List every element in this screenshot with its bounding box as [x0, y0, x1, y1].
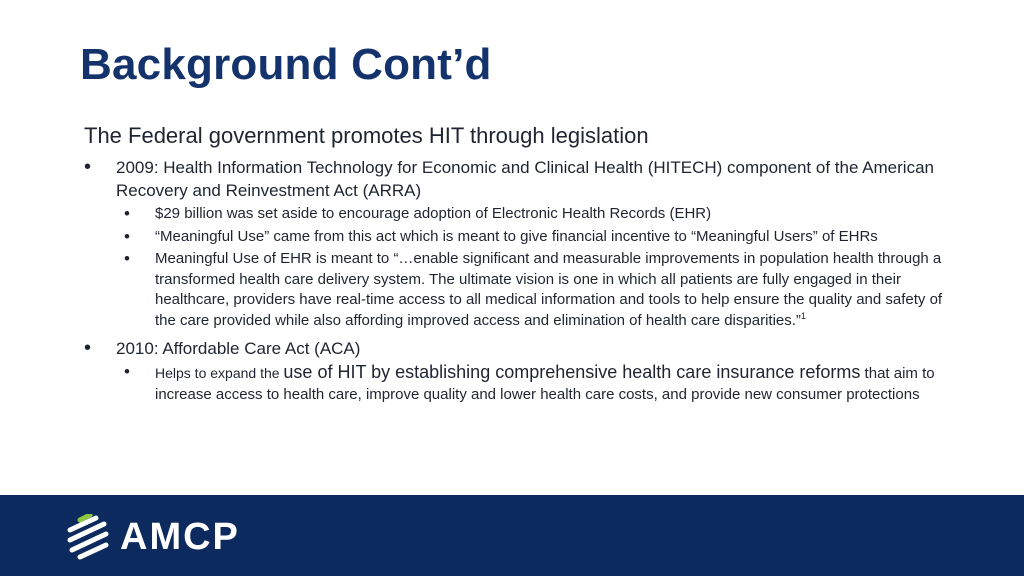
- sub-bullet-tail: that aim to increase access to health care, improve quality and lower health care costs, and provide new consumer protections: [155, 365, 935, 403]
- bullet-dot: •: [84, 156, 92, 178]
- sub-bullet-meaningful-use: [84, 227, 964, 248]
- amcp-logo-text: AMCP: [120, 516, 240, 558]
- slide-title: Background Cont’d: [80, 40, 492, 89]
- bullet-aca: [84, 337, 964, 360]
- slide-content: [84, 122, 964, 405]
- bullet-text: 2009: Health Information Technology for Economic and Clinical Health (HITECH) component of the American Recovery and Reinvestment Act (ARRA): [116, 158, 934, 200]
- sub-bullet-emphasis: use of HIT by establishing comprehensive health care insurance reforms: [283, 362, 861, 382]
- sub-bullet-text: $29 billion was set aside to encourage adoption of Electronic Health Records (EHR): [155, 205, 712, 222]
- amcp-logo-icon: [66, 514, 114, 560]
- sub-bullet-text: “Meaningful Use” came from this act which is meant to give financial incentive to “Meaningful Users” of EHRs: [155, 227, 878, 245]
- sub-bullet-prefix: Helps to expand the: [155, 365, 284, 381]
- bullet-dot: •: [124, 226, 130, 246]
- bullet-text: 2010: Affordable Care Act (ACA): [116, 339, 361, 358]
- sub-bullet-text: Meaningful Use of EHR is meant to “…enable significant and measurable improvements in population health through a transformed health care delivery system. The ultimate vision is one in which all patients are fully engaged in their healthcare, providers have real-time access to all medical information and tools to help ensure the quality and safety of the care provided while also affording improved access and elimination of health care disparities.”: [155, 250, 943, 329]
- bullet-dot: •: [84, 337, 92, 359]
- bullet-dot: •: [124, 204, 130, 223]
- bullet-dot: •: [124, 249, 130, 268]
- intro-text: The Federal government promotes HIT through legislation: [84, 123, 649, 148]
- sub-bullet-funding: [84, 204, 964, 225]
- bullet-hitech: [84, 156, 964, 202]
- bullet-dot: •: [124, 362, 130, 381]
- footnote-marker: 1: [800, 310, 806, 321]
- sub-bullet-aca-hit: [84, 362, 964, 405]
- sub-bullet-vision: [84, 249, 964, 331]
